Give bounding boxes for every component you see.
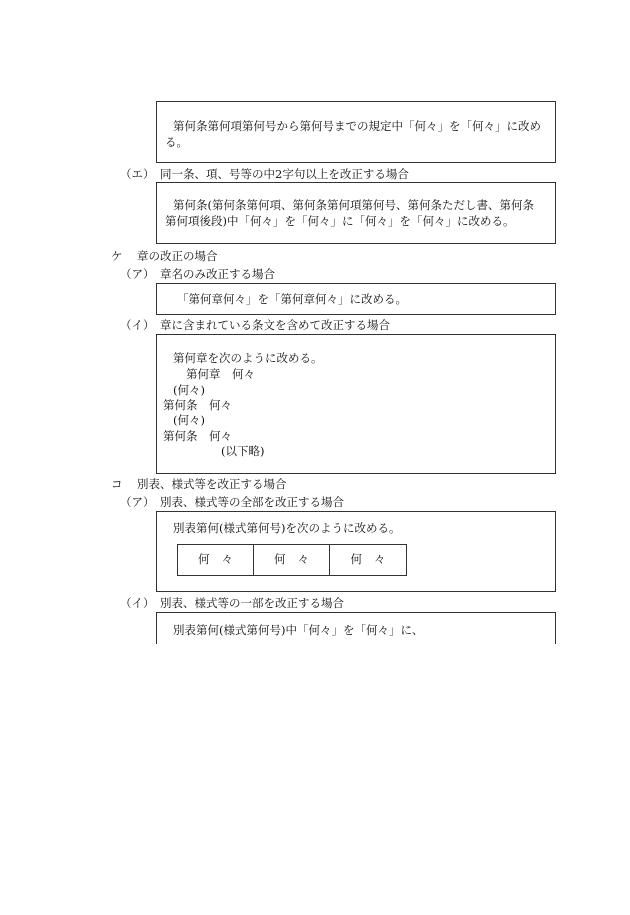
example-text-line-2: る。 (165, 135, 188, 149)
example-table-cell: 何々 (178, 545, 254, 575)
example-text-line-1: 「第何章何々」を「第何章何々」に改める。 (177, 292, 407, 306)
section-ko-marker: コ (111, 477, 123, 491)
item-ko-a-heading: 別表、様式等の全部を改正する場合 (160, 495, 344, 509)
example-table-cell: 何々 (254, 545, 330, 575)
example-article-1: 第何条 何々 (163, 398, 232, 412)
item-e-heading: 同一条、項、号等の中2字句以上を改正する場合 (160, 167, 409, 181)
amendment-example-box-2 (156, 182, 556, 244)
example-omitted-note: (以下略) (221, 444, 265, 458)
item-ko-i-marker: （イ） (120, 596, 155, 610)
item-ke-i-heading: 章に含まれている条文を含めて改正する場合 (160, 318, 390, 332)
page-cutoff-mask (0, 644, 630, 915)
section-ke-heading: 章の改正の場合 (137, 249, 218, 263)
example-article-2: 第何条 何々 (163, 429, 232, 443)
example-text-line-1: 第何条(第何条第何項、第何条第何項第何号、第何条ただし書、第何条 (173, 198, 534, 212)
item-ke-a-heading: 章名のみ改正する場合 (160, 267, 275, 281)
example-table-cell: 何々 (350, 552, 398, 567)
item-ke-a-marker: （ア） (120, 267, 155, 281)
amendment-example-box-6 (156, 612, 556, 648)
section-ko-heading: 別表、様式等を改正する場合 (137, 477, 287, 491)
example-table (177, 544, 407, 576)
amendment-example-box-4 (156, 334, 556, 474)
example-text-line-1: 別表第何(様式第何号)を次のように改める。 (173, 521, 401, 535)
example-text-line-1: 別表第何(様式第何号)中「何々」を「何々」に、 (173, 623, 424, 637)
section-ke-marker: ケ (111, 249, 123, 263)
amendment-example-box-5 (156, 511, 556, 592)
item-ko-i-heading: 別表、様式等の一部を改正する場合 (160, 596, 344, 610)
example-text-line-1: 第何章を次のように改める。 (173, 351, 323, 365)
example-text-line-2: 第何項後段)中「何々」を「何々」に「何々」を「何々」に改める。 (165, 214, 515, 228)
item-ko-a-marker: （ア） (120, 495, 155, 509)
amendment-example-box-3 (156, 283, 556, 315)
item-ke-i-marker: （イ） (120, 318, 155, 332)
amendment-example-box-1 (156, 101, 556, 163)
example-chapter-title: 第何章 何々 (186, 367, 255, 381)
example-caption-1: (何々) (173, 383, 205, 397)
example-text-line-1: 第何条第何項第何号から第何号までの規定中「何々」を「何々」に改め (173, 119, 541, 133)
example-caption-2: (何々) (173, 413, 205, 427)
item-e-marker: （エ） (120, 167, 155, 181)
